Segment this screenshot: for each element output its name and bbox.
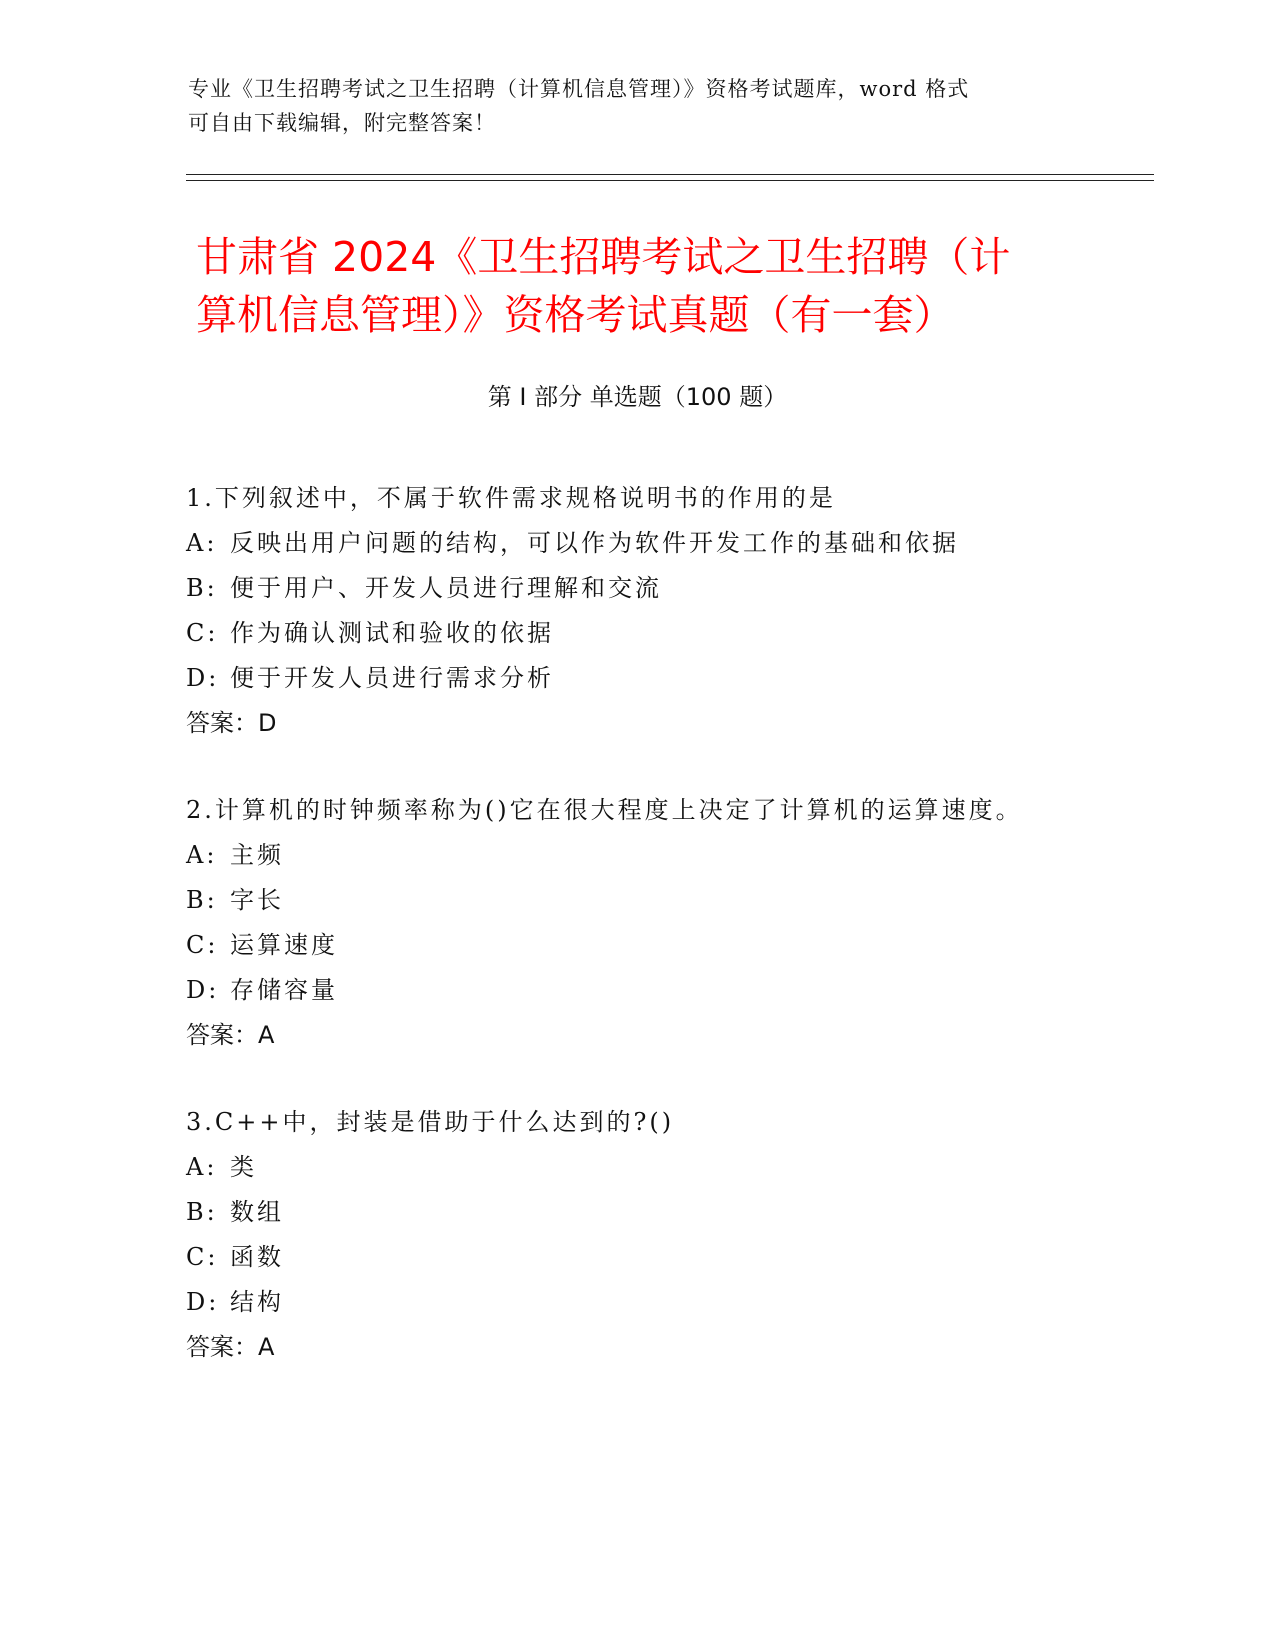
question-stem: 2.计算机的时钟频率称为()它在很大程度上决定了计算机的运算速度。	[186, 796, 1023, 824]
option-text: 函数	[230, 1243, 284, 1271]
option-label: B:	[186, 574, 218, 602]
option-text: 作为确认测试和验收的依据	[230, 619, 554, 647]
document-title	[196, 228, 1096, 344]
question-stem: 3.C++中，封装是借助于什么达到的?()	[186, 1108, 675, 1136]
option-label: D:	[186, 976, 220, 1004]
option-c	[186, 1235, 1086, 1280]
option-a	[186, 521, 1086, 566]
option-text: 反映出用户问题的结构，可以作为软件开发工作的基础和依据	[230, 529, 959, 557]
header-note	[188, 72, 1088, 140]
answer: 答案：D	[186, 709, 277, 737]
option-b	[186, 1190, 1086, 1235]
option-label: C:	[186, 1243, 219, 1271]
document-title-line-1: 甘肃省 2024《卫生招聘考试之卫生招聘（计	[196, 233, 1011, 281]
header-divider-bottom	[186, 180, 1154, 181]
header-note-line-1: 专业《卫生招聘考试之卫生招聘（计算机信息管理）》资格考试题库，word 格式	[188, 77, 970, 101]
option-label: A:	[186, 529, 218, 557]
option-text: 便于用户、开发人员进行理解和交流	[230, 574, 662, 602]
question-3	[186, 1100, 1086, 1370]
option-label: A:	[186, 841, 218, 869]
option-a	[186, 833, 1086, 878]
header-note-line-2: 可自由下载编辑，附完整答案！	[188, 111, 496, 135]
answer: 答案：A	[186, 1021, 275, 1049]
option-text: 类	[230, 1153, 257, 1181]
question-stem: 1.下列叙述中，不属于软件需求规格说明书的作用的是	[186, 484, 836, 512]
option-label: B:	[186, 1198, 218, 1226]
option-d	[186, 1280, 1086, 1325]
option-text: 运算速度	[230, 931, 338, 959]
option-label: A:	[186, 1153, 218, 1181]
option-label: C:	[186, 931, 219, 959]
option-b	[186, 566, 1086, 611]
option-text: 便于开发人员进行需求分析	[230, 664, 554, 692]
option-c	[186, 611, 1086, 656]
option-label: D:	[186, 1288, 220, 1316]
question-1	[186, 476, 1086, 746]
option-text: 数组	[230, 1198, 284, 1226]
option-c	[186, 923, 1086, 968]
option-b	[186, 878, 1086, 923]
option-text: 存储容量	[230, 976, 338, 1004]
option-a	[186, 1145, 1086, 1190]
section-title: 第 I 部分 单选题（100 题）	[487, 383, 788, 411]
option-label: B:	[186, 886, 218, 914]
option-text: 主频	[230, 841, 284, 869]
option-text: 字长	[230, 886, 284, 914]
question-list	[186, 476, 1086, 1412]
answer: 答案：A	[186, 1333, 275, 1361]
document-title-line-2: 算机信息管理）》资格考试真题（有一套）	[196, 291, 955, 339]
option-text: 结构	[230, 1288, 284, 1316]
option-label: D:	[186, 664, 220, 692]
option-label: C:	[186, 619, 219, 647]
option-d	[186, 968, 1086, 1013]
header-divider-top	[186, 174, 1154, 175]
question-2	[186, 788, 1086, 1058]
option-d	[186, 656, 1086, 701]
